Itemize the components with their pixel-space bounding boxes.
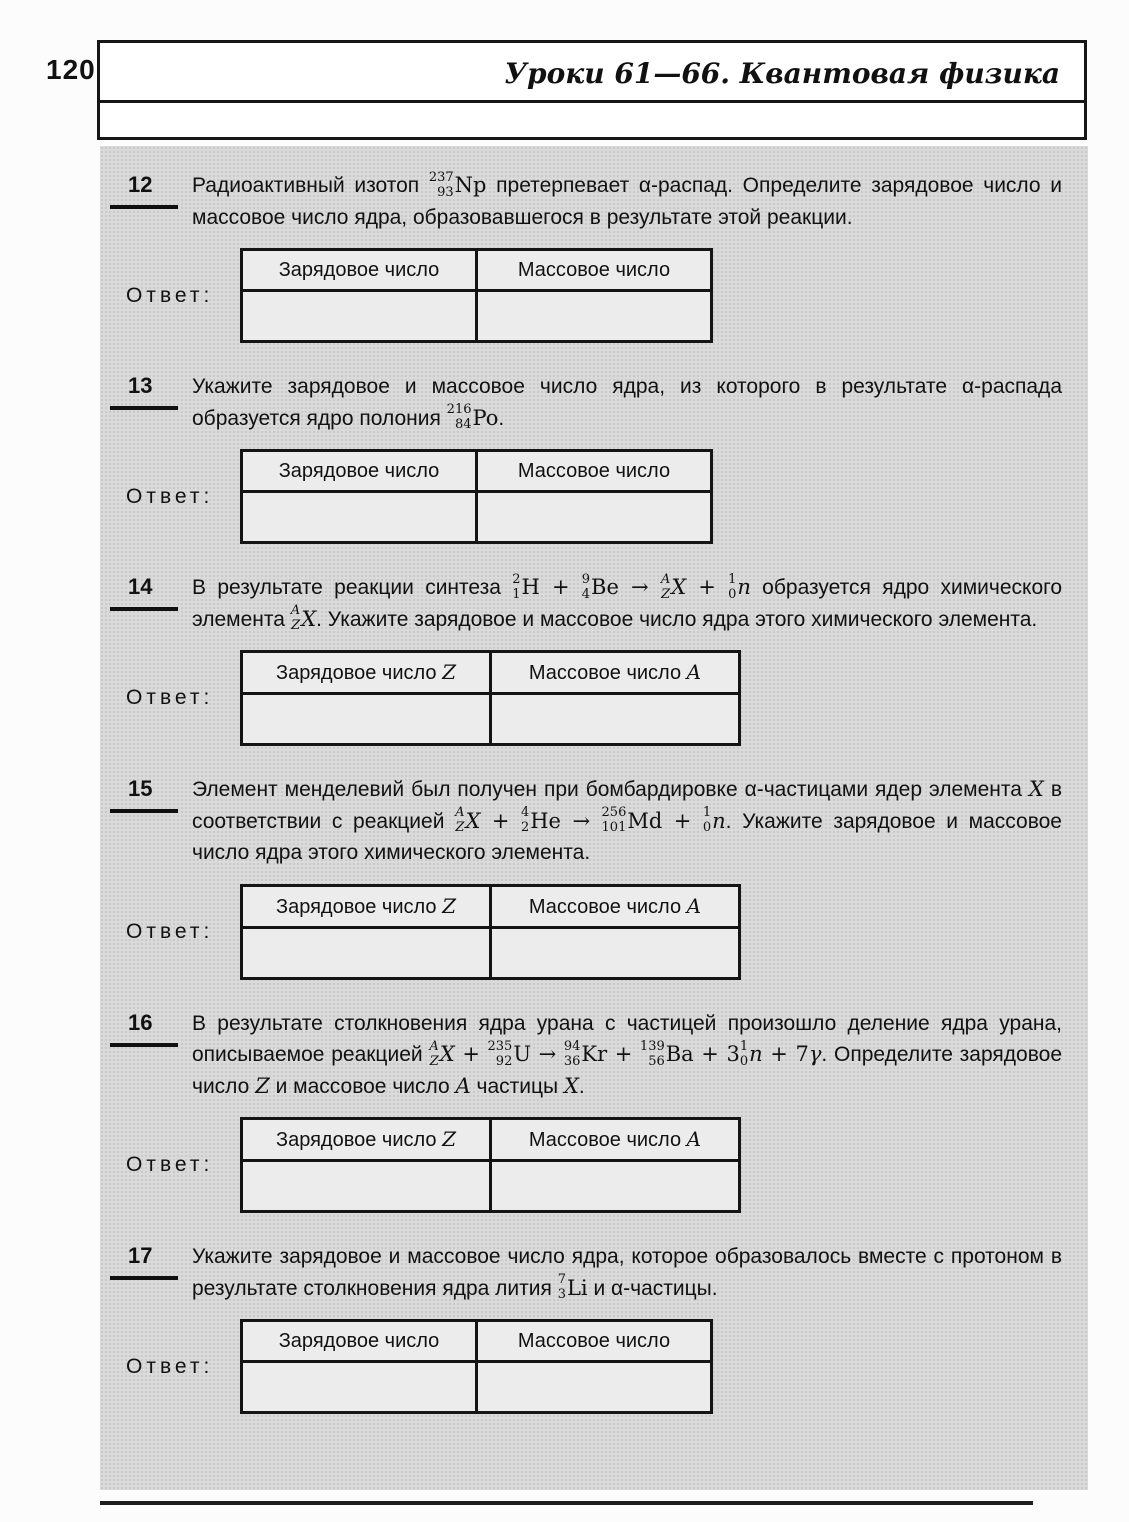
answer-label: Ответ:	[126, 686, 214, 709]
column-header-mass-number: Массовое число	[477, 451, 712, 492]
column-header-charge-number: Зарядовое число Z	[242, 1119, 491, 1161]
task-14	[100, 572, 1088, 746]
task-number-rule	[110, 607, 178, 611]
answer-row	[100, 1319, 1088, 1414]
answer-label: Ответ:	[126, 1153, 214, 1176]
task-number-column	[100, 371, 192, 410]
answer-cell-mass-number	[491, 694, 740, 745]
answer-label: Ответ:	[126, 919, 214, 943]
answer-table	[240, 650, 741, 746]
answer-row	[100, 650, 1088, 746]
column-header-mass-number: Массовое число A	[491, 652, 740, 694]
task-13	[100, 371, 1088, 544]
task-number-column	[100, 170, 192, 209]
answer-cell-mass-number	[477, 1362, 712, 1413]
answer-cell-charge-number	[242, 694, 491, 745]
task-number-rule	[110, 1043, 178, 1047]
column-header-charge-number: Зарядовое число	[242, 451, 477, 492]
task-text: Радиоактивный изотоп 237 93 Np претерпевает α-распад. Определите зарядовое число и массовое число ядра, образовавшегося в результате этой реакции.	[192, 169, 1063, 229]
task-text: Элемент менделевий был получен при бомбардировке α-частицами ядер элемента X в соответствии с реакцией A Z X + 4 2 He → 256 101 Md + 1 0 n. Укажите зарядовое и массовое число ядра этого химического элемента.	[192, 777, 1062, 864]
task-number-rule	[110, 809, 178, 813]
answer-label: Ответ:	[126, 1354, 214, 1378]
answer-cell-mass-number	[491, 927, 740, 978]
task-text: Укажите зарядовое и массовое число ядра, которое образовалось вместе с протоном в результате столкновения ядра лития 7 3 Li и α-частицы.	[192, 1245, 1062, 1302]
column-header-mass-number: Массовое число A	[491, 885, 740, 927]
column-header-mass-number: Массовое число	[477, 1321, 712, 1362]
task-17	[100, 1241, 1088, 1414]
task-number-column	[100, 1008, 192, 1047]
answer-table	[240, 884, 741, 980]
answer-cell-charge-number	[242, 492, 477, 543]
task-number-rule	[110, 406, 178, 410]
answer-cell-charge-number	[242, 1362, 477, 1413]
column-header-charge-number: Зарядовое число Z	[242, 652, 491, 694]
task-number: 15	[128, 776, 153, 801]
task-text: В результате столкновения ядра урана с частицей произошло деление ядра урана, описываемое реакцией A Z X + 235 92 U → 94 36 Kr + 139 56 Ba + 3 1 0 n + 7γ. Определите зарядовое число Z и массовое число A частицы X.	[192, 1011, 1062, 1098]
answer-row	[100, 248, 1088, 343]
task-15	[100, 774, 1088, 980]
header-spacer	[100, 103, 1084, 137]
answer-cell-mass-number	[491, 1161, 740, 1212]
scan-artifact-line	[100, 1501, 1033, 1505]
answer-label: Ответ:	[126, 484, 214, 508]
column-header-mass-number: Массовое число	[477, 250, 712, 291]
answer-row	[100, 449, 1088, 544]
task-text: Укажите зарядовое и массовое число ядра, из которого в результате α-распада образуется ядро полония 216 84 Po.	[192, 375, 1062, 432]
task-number: 14	[128, 574, 153, 599]
answer-table	[240, 449, 713, 544]
column-header-mass-number: Массовое число A	[491, 1119, 740, 1161]
answer-row	[100, 1117, 1088, 1213]
task-12	[100, 170, 1088, 343]
answer-cell-charge-number	[242, 927, 491, 978]
header-title: Уроки 61—66. Квантовая физика	[100, 43, 1084, 103]
column-header-charge-number: Зарядовое число	[242, 1321, 477, 1362]
task-number-column	[100, 572, 192, 611]
answer-row	[100, 884, 1088, 980]
task-number-column	[100, 774, 192, 813]
answer-label: Ответ:	[126, 283, 214, 307]
task-number: 12	[128, 172, 153, 197]
answer-cell-charge-number	[242, 1161, 491, 1212]
answer-table	[240, 248, 713, 343]
task-number-rule	[110, 1276, 178, 1280]
task-number-rule	[110, 205, 178, 209]
task-16	[100, 1008, 1088, 1214]
column-header-charge-number: Зарядовое число Z	[242, 885, 491, 927]
page-number: 120	[46, 54, 96, 85]
column-header-charge-number: Зарядовое число	[242, 250, 477, 291]
tasks-area	[100, 146, 1088, 1490]
task-number-column	[100, 1241, 192, 1280]
page-header	[97, 40, 1087, 140]
answer-table	[240, 1117, 741, 1213]
answer-table	[240, 1319, 713, 1414]
task-text: В результате реакции синтеза 2 1 H + 9 4 Be → A Z X + 1 0 n образуется ядро химического элемента A Z X. Укажите зарядовое и массовое число ядра этого химического элемента.	[192, 571, 1063, 633]
answer-cell-mass-number	[477, 492, 712, 543]
answer-cell-charge-number	[242, 291, 477, 342]
task-number: 13	[128, 373, 153, 398]
task-number: 17	[128, 1243, 153, 1268]
task-number: 16	[128, 1009, 153, 1035]
answer-cell-mass-number	[477, 291, 712, 342]
